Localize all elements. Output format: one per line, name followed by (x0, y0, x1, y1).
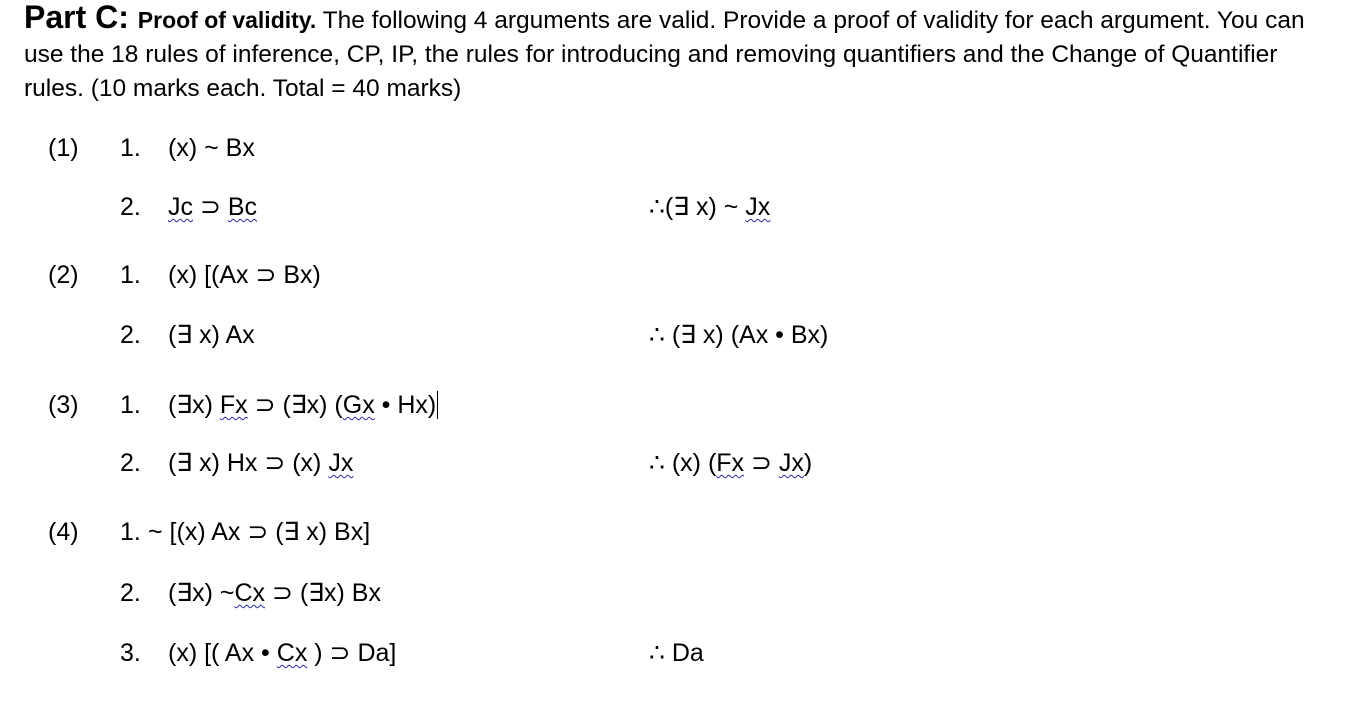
wavy-term: Cx (234, 579, 266, 607)
wavy-term: Gx (342, 391, 375, 419)
bold-title: Proof of validity. (137, 7, 317, 33)
part-c-instructions (24, 0, 1324, 106)
problem-4-premise-2-number: 2. (120, 579, 141, 607)
wavy-term: Cx (276, 639, 308, 667)
problem-1-premise-2-number: 2. (120, 193, 141, 221)
problem-4-label: (4) (48, 518, 79, 546)
problem-1-conclusion (649, 192, 770, 222)
instructions-text: The following 4 arguments are valid. Provide a proof of validity for each argument. You can use the 18 rules of inference, CP, IP, the rules for introducing and removing quantifiers and the Change of Quantifier rules. (10 marks each. Total = 40 marks) (24, 7, 1305, 102)
premise-segment: ⊃ (∃x) ( (247, 391, 343, 419)
problem-2-premise-1: (x) [(Ax ⊃ Bx) (168, 261, 321, 289)
problem-2-label: (2) (48, 261, 79, 289)
wavy-term: Bc (227, 193, 258, 221)
conclusion-segment: ) (803, 449, 813, 477)
wavy-term: Fx (219, 391, 248, 419)
problem-3-conclusion (649, 448, 812, 478)
premise-segment: (∃ x) Hx ⊃ (x) (168, 449, 329, 477)
text-cursor (437, 391, 438, 419)
part-label: Part C (24, 0, 119, 35)
wavy-term: Jx (328, 449, 354, 477)
premise-segment: (x) [( Ax • (168, 639, 277, 667)
wavy-term: Fx (716, 449, 745, 477)
conclusion-segment: ∴(∃ x) ~ (649, 193, 746, 221)
problem-3-premise-1-number: 1. (120, 391, 141, 419)
premise-segment: (∃x) ~ (168, 579, 235, 607)
wavy-term: Jc (168, 193, 193, 221)
conclusion-segment: ∴ (x) ( (649, 449, 717, 477)
problem-4-conclusion: ∴ Da (649, 639, 704, 667)
problem-4-premise-3-number: 3. (120, 639, 141, 667)
problem-3-premise-2 (168, 448, 353, 478)
problem-2-premise-2: (∃ x) Ax (168, 321, 255, 349)
conclusion-segment: ⊃ (744, 449, 779, 477)
problem-2-premise-2-number: 2. (120, 321, 141, 349)
problem-4-premise-3 (168, 638, 396, 668)
problem-3-premise-2-number: 2. (120, 449, 141, 477)
part-colon: : (118, 0, 138, 35)
problem-3-label: (3) (48, 391, 79, 419)
problem-1-premise-2 (168, 192, 257, 222)
problem-3-premise-1 (168, 390, 438, 420)
problem-4-premise-1: ~ [(x) Ax ⊃ (∃ x) Bx] (148, 518, 371, 546)
problem-2-conclusion: ∴ (∃ x) (Ax • Bx) (649, 321, 829, 349)
wavy-term: Jx (778, 449, 804, 477)
premise-segment: • Hx) (374, 391, 437, 419)
premise-segment: ⊃ (∃x) Bx (265, 579, 381, 607)
problem-1-premise-1: (x) ~ Bx (168, 134, 255, 162)
problem-2-premise-1-number: 1. (120, 261, 141, 289)
premise-segment: ⊃ (193, 193, 228, 221)
problem-4-premise-2 (168, 578, 381, 608)
problem-1-premise-1-number: 1. (120, 134, 141, 162)
premise-segment: (∃x) (168, 391, 220, 419)
wavy-term: Jx (745, 193, 771, 221)
problem-1-label: (1) (48, 134, 79, 162)
premise-segment: ) ⊃ Da] (307, 639, 397, 667)
problem-4-premise-1-number: 1. (120, 518, 141, 546)
